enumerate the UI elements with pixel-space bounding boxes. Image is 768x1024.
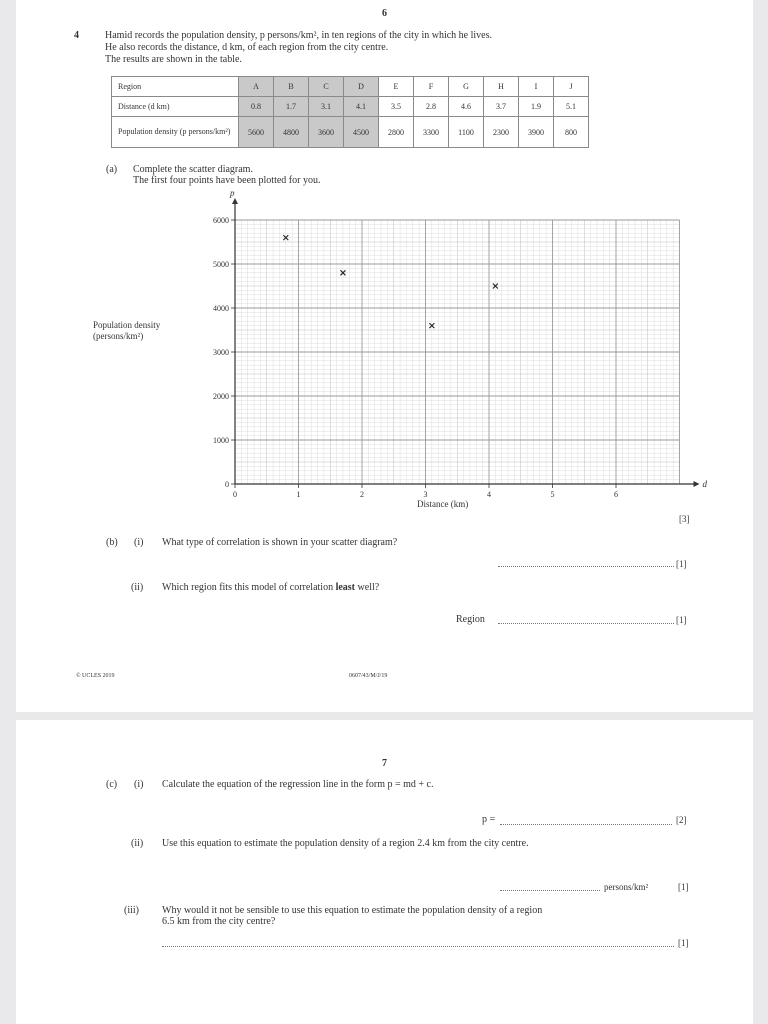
table-cell: 1.7	[274, 97, 309, 117]
table-cell: 3900	[519, 117, 554, 148]
table-cell: C	[309, 77, 344, 97]
scatter-chart	[16, 0, 753, 712]
x-tick-label: 2	[360, 490, 364, 499]
y-axis-letter: p	[230, 188, 235, 198]
table-cell: 2.8	[414, 97, 449, 117]
x-axis-label: Distance (km)	[417, 499, 469, 509]
y-axis-arrow	[232, 198, 238, 204]
table-cell: 800	[554, 117, 589, 148]
x-tick-label: 5	[550, 490, 555, 499]
y-tick-label: 2000	[213, 392, 229, 401]
table-cell: 5.1	[554, 97, 589, 117]
row-header: Population density (p persons/km²)	[112, 117, 239, 148]
table-cell: 3.5	[379, 97, 414, 117]
table-cell: A	[239, 77, 274, 97]
table-cell: B	[274, 77, 309, 97]
part-b-i-text: What type of correlation is shown in your scatter diagram?	[162, 537, 398, 548]
part-b-ii-text: Which region fits this model of correlation least well?	[162, 582, 380, 593]
part-b-label: (b)	[106, 537, 118, 548]
table-cell: F	[414, 77, 449, 97]
intro-line-2: He also records the distance, d km, of each region from the city centre.	[105, 42, 389, 53]
exam-page-6	[16, 0, 753, 712]
part-b-ii-label: (ii)	[131, 582, 144, 593]
table-cell: 3.7	[484, 97, 519, 117]
table-cell: 4.6	[449, 97, 484, 117]
part-c-ii-label: (ii)	[131, 838, 144, 849]
part-c-iii-marks: [1]	[678, 938, 689, 948]
part-c-ii-text: Use this equation to estimate the population density of a region 2.4 km from the city centre.	[162, 838, 529, 849]
table-cell: 1100	[449, 117, 484, 148]
table-cell: 5600	[239, 117, 274, 148]
x-tick-label: 0	[233, 490, 237, 499]
table-cell: 4800	[274, 117, 309, 148]
table-cell: J	[554, 77, 589, 97]
question-number: 4	[74, 30, 79, 41]
table-cell: 4.1	[344, 97, 379, 117]
footer-paper-code: 0607/43/M/J/19	[349, 673, 388, 679]
y-tick-label: 0	[225, 480, 229, 489]
part-c-iii-line-1: Why would it not be sensible to use this equation to estimate the population density of a region	[162, 905, 543, 916]
y-axis-label-line2: (persons/km²)	[93, 331, 144, 341]
y-tick-label: 3000	[213, 348, 229, 357]
part-a-label: (a)	[106, 164, 118, 175]
y-tick-label: 5000	[213, 260, 229, 269]
part-c-i-marks: [2]	[676, 815, 687, 825]
part-a-marks: [3]	[679, 514, 690, 524]
y-tick-label: 1000	[213, 436, 229, 445]
answer-line-b-i[interactable]	[498, 566, 674, 567]
answer-line-c-i[interactable]	[500, 824, 672, 825]
table-cell: 1.9	[519, 97, 554, 117]
answer-line-b-ii[interactable]	[498, 623, 674, 624]
table-cell: 4500	[344, 117, 379, 148]
table-cell: 0.8	[239, 97, 274, 117]
x-tick-label: 6	[614, 490, 618, 499]
table-cell: 3.1	[309, 97, 344, 117]
part-c-label: (c)	[106, 779, 118, 790]
part-b-i-marks: [1]	[676, 559, 687, 569]
part-c-i-label: (i)	[134, 779, 144, 790]
page-number: 6	[382, 8, 387, 19]
density-unit: persons/km²	[604, 882, 649, 892]
answer-line-c-iii[interactable]	[162, 946, 674, 947]
part-b-ii-marks: [1]	[676, 615, 687, 625]
p-equals-label: p =	[482, 814, 496, 825]
part-b-i-label: (i)	[134, 537, 144, 548]
table-cell: D	[344, 77, 379, 97]
x-axis-letter: d	[702, 479, 707, 489]
x-tick-label: 4	[487, 490, 491, 499]
part-c-iii-label: (iii)	[124, 905, 139, 916]
x-axis-arrow	[694, 481, 700, 487]
y-tick-label: 4000	[213, 304, 229, 313]
table-cell: G	[449, 77, 484, 97]
table-cell: I	[519, 77, 554, 97]
table-cell: 2300	[484, 117, 519, 148]
page-number: 7	[382, 758, 387, 769]
y-axis-label-line1: Population density	[93, 320, 161, 330]
footer-copyright: © UCLES 2019	[76, 673, 115, 679]
part-c-i-text: Calculate the equation of the regression line in the form p = md + c.	[162, 779, 434, 790]
intro-line-1: Hamid records the population density, p persons/km², in ten regions of the city in which he lives.	[105, 30, 492, 41]
row-header: Region	[112, 77, 239, 97]
part-c-iii-line-2: 6.5 km from the city centre?	[162, 916, 276, 927]
exam-page-7	[16, 720, 753, 1024]
answer-line-c-ii[interactable]	[500, 890, 600, 891]
table-cell: H	[484, 77, 519, 97]
part-a-line-2: The first four points have been plotted for you.	[133, 175, 321, 186]
table-cell: 2800	[379, 117, 414, 148]
x-tick-label: 3	[423, 490, 428, 499]
table-cell: 3600	[309, 117, 344, 148]
y-tick-label: 6000	[213, 216, 229, 225]
table-cell: E	[379, 77, 414, 97]
intro-line-3: The results are shown in the table.	[105, 54, 242, 65]
part-a-line-1: Complete the scatter diagram.	[133, 164, 253, 175]
part-c-ii-marks: [1]	[678, 882, 689, 892]
table-cell: 3300	[414, 117, 449, 148]
row-header: Distance (d km)	[112, 97, 239, 117]
region-answer-label: Region	[456, 614, 485, 625]
x-tick-label: 1	[296, 490, 301, 499]
